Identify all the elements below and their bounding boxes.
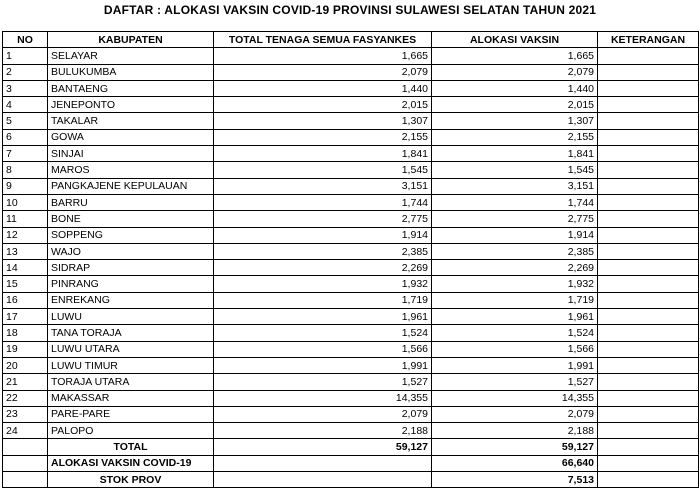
row-kabupaten: JENEPONTO	[48, 97, 214, 113]
row-total-tenaga: 1,932	[214, 276, 432, 292]
table-row	[3, 80, 699, 96]
row-total-tenaga: 1,744	[214, 194, 432, 210]
row-no: 22	[3, 390, 48, 406]
row-alokasi: 1,665	[432, 48, 598, 64]
row-alokasi: 2,015	[432, 97, 598, 113]
row-keterangan	[598, 178, 699, 194]
row-total-tenaga: 1,665	[214, 48, 432, 64]
row-kabupaten: BARRU	[48, 194, 214, 210]
row-keterangan	[598, 129, 699, 145]
row-no: 2	[3, 64, 48, 80]
row-total-tenaga: 1,307	[214, 113, 432, 129]
header-no: NO	[3, 32, 48, 48]
row-no: 10	[3, 194, 48, 210]
row-total-tenaga: 1,841	[214, 146, 432, 162]
row-alokasi: 14,355	[432, 390, 598, 406]
table-row	[3, 227, 699, 243]
row-alokasi: 1,744	[432, 194, 598, 210]
alokasi-vaksin-label: ALOKASI VAKSIN COVID-19	[48, 455, 214, 471]
table-row	[3, 146, 699, 162]
row-total-tenaga: 3,151	[214, 178, 432, 194]
row-kabupaten: PARE-PARE	[48, 406, 214, 422]
table-row	[3, 357, 699, 373]
total-label: TOTAL	[48, 439, 214, 455]
row-total-tenaga: 2,079	[214, 406, 432, 422]
row-keterangan	[598, 390, 699, 406]
table-row	[3, 178, 699, 194]
row-alokasi: 2,155	[432, 129, 598, 145]
row-kabupaten: PANGKAJENE KEPULAUAN	[48, 178, 214, 194]
row-no: 15	[3, 276, 48, 292]
row-alokasi: 2,775	[432, 211, 598, 227]
row-no: 8	[3, 162, 48, 178]
row-total-tenaga: 14,355	[214, 390, 432, 406]
row-kabupaten: WAJO	[48, 243, 214, 259]
table-row	[3, 48, 699, 64]
row-keterangan	[598, 162, 699, 178]
row-total-tenaga: 1,961	[214, 309, 432, 325]
total-row	[3, 439, 699, 455]
row-kabupaten: MAKASSAR	[48, 390, 214, 406]
row-keterangan	[598, 341, 699, 357]
row-keterangan	[598, 64, 699, 80]
row-total-tenaga: 1,527	[214, 374, 432, 390]
row-no: 20	[3, 357, 48, 373]
row-keterangan	[598, 325, 699, 341]
row-alokasi: 1,719	[432, 292, 598, 308]
document-title: DAFTAR : ALOKASI VAKSIN COVID-19 PROVINSI SULAWESI SELATAN TAHUN 2021	[103, 3, 597, 17]
stok-prov-value: 7,513	[432, 472, 598, 488]
row-total-tenaga: 1,719	[214, 292, 432, 308]
row-keterangan	[598, 227, 699, 243]
row-total-tenaga: 2,079	[214, 64, 432, 80]
row-keterangan	[598, 357, 699, 373]
row-no: 6	[3, 129, 48, 145]
table-row	[3, 113, 699, 129]
row-alokasi: 1,566	[432, 341, 598, 357]
table-row	[3, 423, 699, 439]
row-total-tenaga: 1,524	[214, 325, 432, 341]
row-kabupaten: BANTAENG	[48, 80, 214, 96]
row-total-tenaga: 2,385	[214, 243, 432, 259]
row-kabupaten: LUWU UTARA	[48, 341, 214, 357]
table-row	[3, 276, 699, 292]
row-no: 5	[3, 113, 48, 129]
row-keterangan	[598, 80, 699, 96]
row-total-tenaga: 1,545	[214, 162, 432, 178]
row-kabupaten: MAROS	[48, 162, 214, 178]
row-keterangan	[598, 292, 699, 308]
alokasi-vaksin-value: 66,640	[432, 455, 598, 471]
stok-prov-row	[3, 472, 699, 488]
row-total-tenaga: 1,566	[214, 341, 432, 357]
row-kabupaten: SOPPENG	[48, 227, 214, 243]
stok-prov-label: STOK PROV	[48, 472, 214, 488]
table-row	[3, 64, 699, 80]
row-alokasi: 3,151	[432, 178, 598, 194]
table-row	[3, 243, 699, 259]
row-kabupaten: TORAJA UTARA	[48, 374, 214, 390]
row-keterangan	[598, 146, 699, 162]
row-kabupaten: BULUKUMBA	[48, 64, 214, 80]
table-row	[3, 374, 699, 390]
row-alokasi: 1,524	[432, 325, 598, 341]
row-alokasi: 1,307	[432, 113, 598, 129]
row-alokasi: 1,545	[432, 162, 598, 178]
row-total-tenaga: 2,015	[214, 97, 432, 113]
row-kabupaten: GOWA	[48, 129, 214, 145]
row-alokasi: 1,841	[432, 146, 598, 162]
row-kabupaten: SINJAI	[48, 146, 214, 162]
row-keterangan	[598, 211, 699, 227]
row-no: 4	[3, 97, 48, 113]
row-total-tenaga: 2,269	[214, 260, 432, 276]
row-keterangan	[598, 423, 699, 439]
header-alokasi: ALOKASI VAKSIN	[432, 32, 598, 48]
row-keterangan	[598, 113, 699, 129]
row-alokasi: 1,961	[432, 309, 598, 325]
table-row	[3, 390, 699, 406]
row-no: 3	[3, 80, 48, 96]
row-alokasi: 1,527	[432, 374, 598, 390]
row-no: 14	[3, 260, 48, 276]
row-total-tenaga: 1,914	[214, 227, 432, 243]
table-row	[3, 309, 699, 325]
row-alokasi: 2,079	[432, 64, 598, 80]
row-keterangan	[598, 374, 699, 390]
row-kabupaten: ENREKANG	[48, 292, 214, 308]
table-row	[3, 129, 699, 145]
table-row	[3, 341, 699, 357]
row-alokasi: 1,932	[432, 276, 598, 292]
row-no: 21	[3, 374, 48, 390]
row-no: 7	[3, 146, 48, 162]
alokasi-vaksin-row	[3, 455, 699, 471]
total-tenaga-value: 59,127	[214, 439, 432, 455]
table-row	[3, 325, 699, 341]
row-keterangan	[598, 406, 699, 422]
table-row	[3, 162, 699, 178]
row-alokasi: 1,914	[432, 227, 598, 243]
row-kabupaten: TANA TORAJA	[48, 325, 214, 341]
row-total-tenaga: 1,440	[214, 80, 432, 96]
row-alokasi: 2,385	[432, 243, 598, 259]
table-row	[3, 292, 699, 308]
table-row	[3, 211, 699, 227]
row-kabupaten: SELAYAR	[48, 48, 214, 64]
row-no: 19	[3, 341, 48, 357]
row-kabupaten: LUWU TIMUR	[48, 357, 214, 373]
row-alokasi: 2,079	[432, 406, 598, 422]
row-alokasi: 2,188	[432, 423, 598, 439]
row-no: 12	[3, 227, 48, 243]
vaccine-allocation-table	[2, 31, 699, 488]
table-row	[3, 194, 699, 210]
row-kabupaten: PALOPO	[48, 423, 214, 439]
table-row	[3, 260, 699, 276]
row-total-tenaga: 2,188	[214, 423, 432, 439]
table-row	[3, 406, 699, 422]
row-no: 11	[3, 211, 48, 227]
row-no: 13	[3, 243, 48, 259]
row-keterangan	[598, 97, 699, 113]
total-alokasi-value: 59,127	[432, 439, 598, 455]
row-total-tenaga: 2,155	[214, 129, 432, 145]
row-no: 18	[3, 325, 48, 341]
row-no: 1	[3, 48, 48, 64]
table-row	[3, 97, 699, 113]
row-no: 24	[3, 423, 48, 439]
row-keterangan	[598, 48, 699, 64]
row-keterangan	[598, 309, 699, 325]
header-kabupaten: KABUPATEN	[48, 32, 214, 48]
row-no: 17	[3, 309, 48, 325]
row-kabupaten: SIDRAP	[48, 260, 214, 276]
row-no: 9	[3, 178, 48, 194]
row-alokasi: 1,440	[432, 80, 598, 96]
row-alokasi: 2,269	[432, 260, 598, 276]
header-row	[3, 32, 699, 48]
row-no: 23	[3, 406, 48, 422]
row-kabupaten: LUWU	[48, 309, 214, 325]
row-keterangan	[598, 260, 699, 276]
row-keterangan	[598, 243, 699, 259]
row-kabupaten: TAKALAR	[48, 113, 214, 129]
row-kabupaten: PINRANG	[48, 276, 214, 292]
row-keterangan	[598, 276, 699, 292]
row-total-tenaga: 2,775	[214, 211, 432, 227]
row-no: 16	[3, 292, 48, 308]
row-kabupaten: BONE	[48, 211, 214, 227]
header-total-tenaga: TOTAL TENAGA SEMUA FASYANKES	[214, 32, 432, 48]
row-total-tenaga: 1,991	[214, 357, 432, 373]
row-keterangan	[598, 194, 699, 210]
header-keterangan: KETERANGAN	[598, 32, 699, 48]
row-alokasi: 1,991	[432, 357, 598, 373]
